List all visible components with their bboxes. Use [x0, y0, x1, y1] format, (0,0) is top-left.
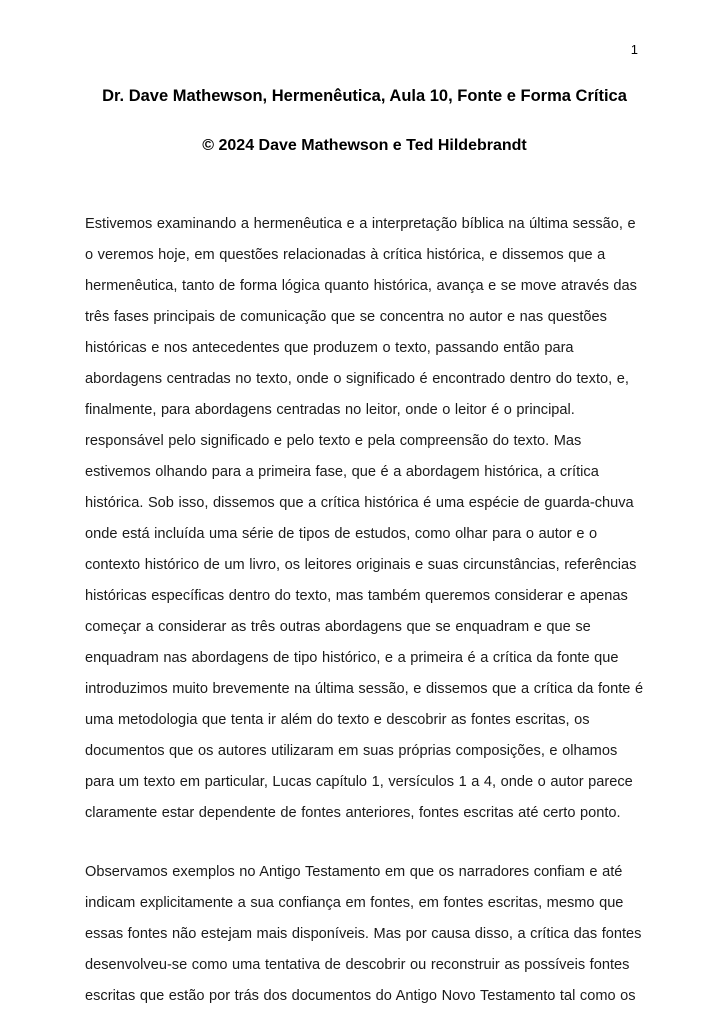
- document-content: [85, 86, 644, 1024]
- body-paragraph-1: Estivemos examinando a hermenêutica e a interpretação bíblica na última sessão, e o veremos hoje, em questões relacionadas à crítica histórica, e dissemos que a hermenêutica, tanto de forma lógica quanto histórica, avança e se move através das três fases principais de comunicação que se concentra no autor e nas questões históricas e nos antecedentes que produzem o texto, passando então para abordagens centradas no texto, onde o significado é encontrado dentro do texto, e, finalmente, para abordagens centradas no leitor, onde o leitor é o principal. responsável pelo significado e pelo texto e pela compreensão do texto. Mas estivemos olhando para a primeira fase, que é a abordagem histórica, a crítica histórica. Sob isso, dissemos que a crítica histórica é uma espécie de guarda-chuva onde está incluída uma série de tipos de estudos, como olhar para o autor e o contexto histórico de um livro, os leitores originais e suas circunstâncias, referências históricas específicas dentro do texto, mas também queremos considerar e apenas começar a considerar as três outras abordagens que se enquadram e que se enquadram nas abordagens de tipo histórico, e a primeira é a crítica da fonte que introduzimos muito brevemente na última sessão, e dissemos que a crítica da fonte é uma metodologia que tenta ir além do texto e descobrir as fontes escritas, os documentos que os autores utilizaram em suas próprias composições, e olhamos para um texto em particular, Lucas capítulo 1, versículos 1 a 4, onde o autor parece claramente estar dependente de fontes anteriores, fontes escritas até certo ponto.: [85, 215, 644, 821]
- document-title: Dr. Dave Mathewson, Hermenêutica, Aula 10, Fonte e Forma Crítica: [102, 87, 627, 105]
- body-paragraph-2: Observamos exemplos no Antigo Testamento em que os narradores confiam e até indicam explicitamente a sua confiança em fontes, em fontes escritas, mesmo que essas fontes não estejam mais disponíveis. Mas por causa disso, a crítica das fontes desenvolveu-se como uma tentativa de descobrir ou reconstruir as possíveis fontes escritas que estão por trás dos documentos do Antigo Novo Testamento tal como os: [85, 863, 642, 1004]
- page-number: 1: [630, 42, 638, 57]
- document-copyright: © 2024 Dave Mathewson e Ted Hildebrandt: [202, 136, 527, 154]
